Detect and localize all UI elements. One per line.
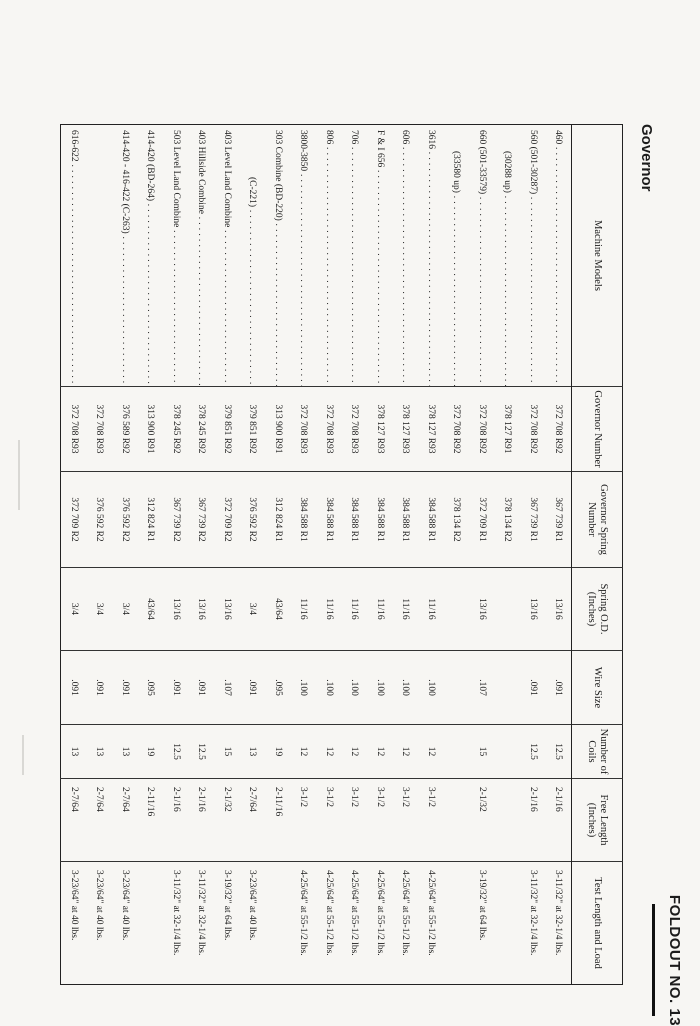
machine-model-cell: 403 Hillside Combine . . . [189, 125, 215, 387]
free-cell: 3-1/2 [367, 779, 393, 862]
spring-cell: 384 588 R1 [342, 472, 368, 568]
free-cell: 2-7/64 [61, 779, 87, 862]
od-cell: 13/16 [163, 568, 189, 651]
machine-model-cell: 806 . . . [316, 125, 342, 387]
rotated-table-panel [68, 124, 655, 984]
test-cell [265, 862, 291, 985]
gov-cell: 378 127 R91 [495, 387, 521, 472]
column-header: Wire Size [572, 651, 623, 725]
machine-model-cell: 3800-3850 . . . [291, 125, 317, 387]
od-cell: 13/16 [520, 568, 546, 651]
free-cell: 3-1/2 [393, 779, 419, 862]
gov-cell: 379 851 R92 [214, 387, 240, 472]
table-row [520, 125, 546, 985]
gov-cell: 378 245 R92 [163, 387, 189, 472]
gov-cell: 378 127 R93 [393, 387, 419, 472]
foldout-label: FOLDOUT NO. 13 [666, 894, 684, 1026]
table-row [214, 125, 240, 985]
spring-cell: 367 739 R2 [189, 472, 215, 568]
coils-cell: 12 [342, 725, 368, 779]
wire-cell: .095 [138, 651, 164, 725]
table-row [418, 125, 444, 985]
test-cell: 4-25/64" at 55-1/2 lbs. [316, 862, 342, 985]
gov-cell: 372 708 R93 [342, 387, 368, 472]
wire-cell: .100 [393, 651, 419, 725]
foldout-label-box [652, 894, 695, 1026]
column-header: Free Length (Inches) [572, 779, 623, 862]
coils-cell: 12 [393, 725, 419, 779]
spring-cell: 384 588 R1 [393, 472, 419, 568]
free-cell: 3-1/2 [342, 779, 368, 862]
table-row [367, 125, 393, 985]
machine-model-cell: F & I 656 . . . [367, 125, 393, 387]
gov-cell: 372 708 R93 [291, 387, 317, 472]
gov-cell: 313 900 R91 [265, 387, 291, 472]
free-cell: 2-1/16 [546, 779, 572, 862]
spring-cell: 378 134 R2 [444, 472, 470, 568]
table-row [112, 125, 138, 985]
free-cell: 2-7/64 [240, 779, 266, 862]
test-cell: 3-23/64" at 40 lbs. [112, 862, 138, 985]
spring-cell: 376 592 R2 [112, 472, 138, 568]
gov-cell: 376 589 R92 [112, 387, 138, 472]
column-header: Number of Coils [572, 725, 623, 779]
coils-cell [444, 725, 470, 779]
test-cell: 4-25/64" at 55-1/2 lbs. [342, 862, 368, 985]
fold-mark [18, 440, 20, 510]
machine-model-cell: (30288 up) . . . [495, 125, 521, 387]
free-cell: 2-1/16 [520, 779, 546, 862]
gov-cell: 378 127 R93 [418, 387, 444, 472]
column-header: Spring O.D. (Inches) [572, 568, 623, 651]
test-cell: 4-25/64" at 55-1/2 lbs. [291, 862, 317, 985]
test-cell: 3-19/32" at 64 lbs. [214, 862, 240, 985]
coils-cell: 12.5 [163, 725, 189, 779]
wire-cell: .100 [367, 651, 393, 725]
coils-cell: 13 [112, 725, 138, 779]
free-cell: 3-1/2 [291, 779, 317, 862]
machine-model-cell: (C-221) . . . [240, 125, 266, 387]
gov-cell: 372 708 R92 [546, 387, 572, 472]
free-cell: 2-1/32 [469, 779, 495, 862]
free-cell: 2-11/16 [265, 779, 291, 862]
coils-cell: 12 [291, 725, 317, 779]
wire-cell: .095 [265, 651, 291, 725]
spring-cell: 367 739 R1 [520, 472, 546, 568]
gov-cell: 372 708 R92 [520, 387, 546, 472]
test-cell: 4-25/64" at 55-1/2 lbs. [367, 862, 393, 985]
column-header: Governor Spring Number [572, 472, 623, 568]
wire-cell: .100 [418, 651, 444, 725]
table-row [61, 125, 87, 985]
machine-model-cell: 460 . . . [546, 125, 572, 387]
wire-cell: .091 [189, 651, 215, 725]
machine-model-cell: 403 Level Land Combine . . . [214, 125, 240, 387]
spring-cell: 372 709 R1 [469, 472, 495, 568]
free-cell: 2-11/16 [138, 779, 164, 862]
wire-cell: .100 [316, 651, 342, 725]
od-cell: 11/16 [367, 568, 393, 651]
free-cell [444, 779, 470, 862]
table-row [87, 125, 113, 985]
test-cell: 3-23/64" at 40 lbs. [240, 862, 266, 985]
coils-cell [495, 725, 521, 779]
od-cell: 43/64 [138, 568, 164, 651]
table-row [189, 125, 215, 985]
wire-cell: .091 [163, 651, 189, 725]
wire-cell: .100 [291, 651, 317, 725]
coils-cell: 19 [138, 725, 164, 779]
od-cell: 11/16 [291, 568, 317, 651]
table-row [495, 125, 521, 985]
test-cell: 4-25/64" at 55-1/2 lbs. [393, 862, 419, 985]
gov-cell: 313 900 R91 [138, 387, 164, 472]
machine-model-cell: 503 Level Land Combine . . . [163, 125, 189, 387]
column-header: Test Length and Load [572, 862, 623, 985]
free-cell: 2-1/16 [189, 779, 215, 862]
machine-model-cell: 706 . . . [342, 125, 368, 387]
free-cell [495, 779, 521, 862]
spring-cell: 367 739 R2 [163, 472, 189, 568]
od-cell: 13/16 [189, 568, 215, 651]
wire-cell: .091 [520, 651, 546, 725]
test-cell: 3-23/64" at 40 lbs. [61, 862, 87, 985]
spring-cell: 367 739 R1 [546, 472, 572, 568]
table-row [393, 125, 419, 985]
gov-cell: 372 708 R93 [61, 387, 87, 472]
spring-cell: 312 824 R1 [138, 472, 164, 568]
od-cell: 11/16 [316, 568, 342, 651]
coils-cell: 15 [469, 725, 495, 779]
od-cell: 11/16 [418, 568, 444, 651]
test-cell [444, 862, 470, 985]
table-row [342, 125, 368, 985]
column-header: Machine Models [572, 125, 623, 387]
od-cell: 43/64 [265, 568, 291, 651]
gov-cell: 378 245 R92 [189, 387, 215, 472]
free-cell: 3-1/2 [418, 779, 444, 862]
machine-model-cell: 660 (501-33579) . . . [469, 125, 495, 387]
table-row [546, 125, 572, 985]
machine-model-cell: 3616 . . . [418, 125, 444, 387]
table-row [163, 125, 189, 985]
free-cell: 2-1/32 [214, 779, 240, 862]
fold-mark [22, 735, 24, 775]
machine-model-cell: 414-420 (BD-264) . . . [138, 125, 164, 387]
spring-cell: 376 592 R2 [240, 472, 266, 568]
coils-cell: 13 [87, 725, 113, 779]
spring-cell: 384 588 R1 [367, 472, 393, 568]
spring-cell: 378 134 R2 [495, 472, 521, 568]
table-row [265, 125, 291, 985]
gov-cell: 372 708 R92 [469, 387, 495, 472]
test-cell: 3-11/32" at 32-1/4 lbs. [189, 862, 215, 985]
od-cell: 11/16 [393, 568, 419, 651]
test-cell [495, 862, 521, 985]
spring-cell: 372 709 R2 [214, 472, 240, 568]
coils-cell: 12 [367, 725, 393, 779]
table-row [469, 125, 495, 985]
coils-cell: 12.5 [189, 725, 215, 779]
gov-cell: 372 708 R92 [444, 387, 470, 472]
coils-cell: 12 [418, 725, 444, 779]
wire-cell: .091 [112, 651, 138, 725]
coils-cell: 15 [214, 725, 240, 779]
test-cell: 3-11/32" at 32-1/4 lbs. [546, 862, 572, 985]
test-cell [138, 862, 164, 985]
machine-model-cell: (33580 up) . . . [444, 125, 470, 387]
test-cell: 3-19/32" at 64 lbs. [469, 862, 495, 985]
test-cell: 3-11/32" at 32-1/4 lbs. [163, 862, 189, 985]
wire-cell: .100 [342, 651, 368, 725]
header-row [572, 125, 623, 985]
spring-cell: 372 709 R2 [61, 472, 87, 568]
wire-cell: .091 [546, 651, 572, 725]
wire-cell: .091 [87, 651, 113, 725]
wire-cell: .091 [61, 651, 87, 725]
machine-model-cell [87, 125, 113, 387]
coils-cell: 12.5 [520, 725, 546, 779]
table-row [316, 125, 342, 985]
spring-cell: 376 592 R2 [87, 472, 113, 568]
od-cell: 13/16 [469, 568, 495, 651]
gov-cell: 379 851 R92 [240, 387, 266, 472]
od-cell: 3/4 [87, 568, 113, 651]
spring-cell: 312 824 R1 [265, 472, 291, 568]
gov-cell: 372 708 R93 [316, 387, 342, 472]
machine-model-cell: 616-622 . . . [61, 125, 87, 387]
od-cell [495, 568, 521, 651]
od-cell: 13/16 [546, 568, 572, 651]
test-cell: 4-25/64" at 55-1/2 lbs. [418, 862, 444, 985]
free-cell: 3-1/2 [316, 779, 342, 862]
free-cell: 2-1/16 [163, 779, 189, 862]
governor-spec-table [60, 124, 623, 985]
test-cell: 3-11/32" at 32-1/4 lbs. [520, 862, 546, 985]
gov-cell: 378 127 R93 [367, 387, 393, 472]
od-cell: 3/4 [240, 568, 266, 651]
od-cell [444, 568, 470, 651]
wire-cell [495, 651, 521, 725]
coils-cell: 19 [265, 725, 291, 779]
machine-model-cell: 560 (501-30287) . . . [520, 125, 546, 387]
wire-cell: .107 [469, 651, 495, 725]
spring-cell: 384 588 R1 [316, 472, 342, 568]
spring-cell: 384 588 R1 [418, 472, 444, 568]
coils-cell: 12.5 [546, 725, 572, 779]
coils-cell: 13 [61, 725, 87, 779]
column-header: Governor Number [572, 387, 623, 472]
coils-cell: 13 [240, 725, 266, 779]
section-title: Governor [638, 124, 655, 192]
gov-cell: 372 708 R93 [87, 387, 113, 472]
wire-cell [444, 651, 470, 725]
machine-model-cell: 303 Combine (BD-220) . . . [265, 125, 291, 387]
table-row [138, 125, 164, 985]
wire-cell: .091 [240, 651, 266, 725]
free-cell: 2-7/64 [112, 779, 138, 862]
od-cell: 13/16 [214, 568, 240, 651]
table-row [240, 125, 266, 985]
table-row [291, 125, 317, 985]
od-cell: 11/16 [342, 568, 368, 651]
coils-cell: 12 [316, 725, 342, 779]
free-cell: 2-7/64 [87, 779, 113, 862]
od-cell: 3/4 [112, 568, 138, 651]
od-cell: 3/4 [61, 568, 87, 651]
spring-cell: 384 588 R1 [291, 472, 317, 568]
machine-model-cell: 414-420 - 416-422 (C-263) . . . [112, 125, 138, 387]
table-row [444, 125, 470, 985]
wire-cell: .107 [214, 651, 240, 725]
test-cell: 3-23/64" at 40 lbs. [87, 862, 113, 985]
machine-model-cell: 606 . . . [393, 125, 419, 387]
